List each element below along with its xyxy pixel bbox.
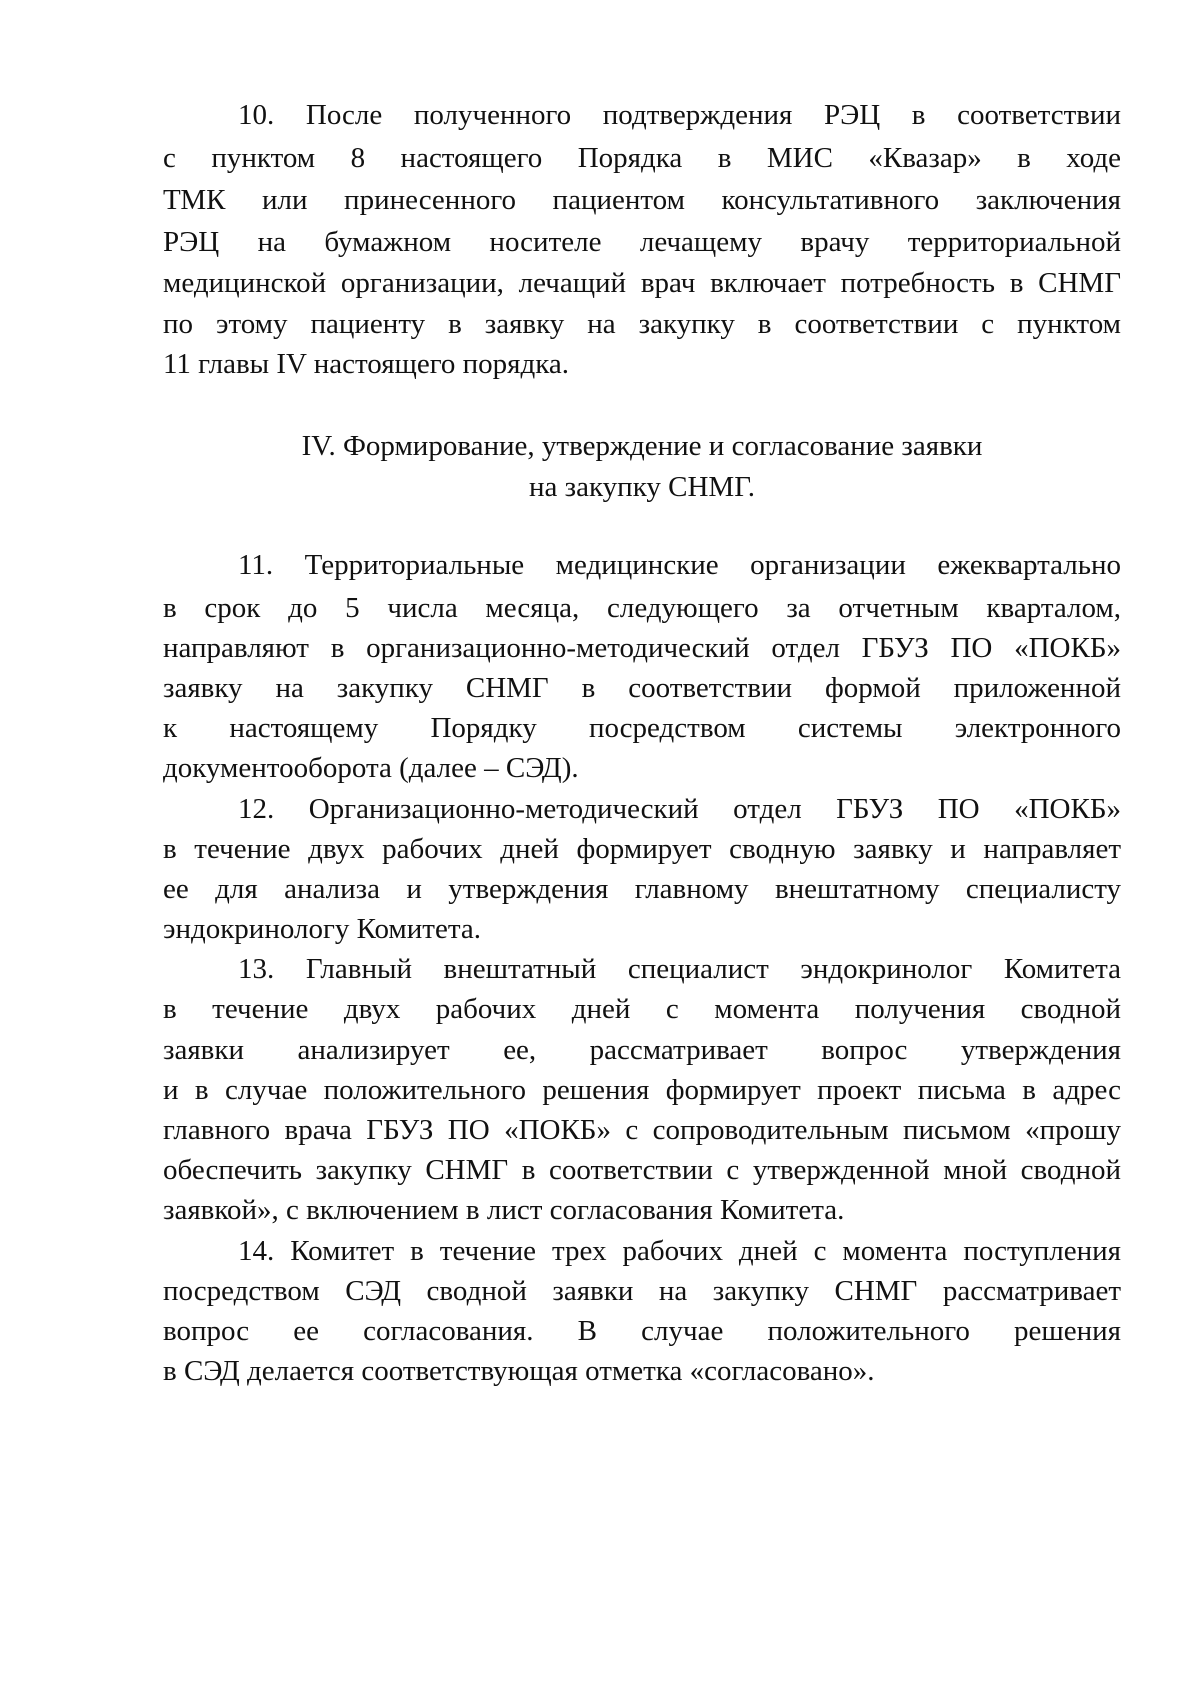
paragraph-11-line: заявку на закупку СНМГ в соответствии формой приложенной [163,672,1121,704]
paragraph-10-line: ТМК или принесенного пациентом консультативного заключения [163,184,1121,216]
paragraph-12-line: в течение двух рабочих дней формирует сводную заявку и направляет [163,833,1121,865]
paragraph-10-line: 10. После полученного подтверждения РЭЦ в соответствии [238,99,1121,131]
paragraph-12-line: 12. Организационно-методический отдел ГБУЗ ПО «ПОКБ» [238,793,1121,825]
paragraph-11-line: 11. Территориальные медицинские организации ежеквартально [238,549,1121,581]
paragraph-13-line: обеспечить закупку СНМГ в соответствии с утвержденной мной сводной [163,1154,1121,1186]
paragraph-13-line: заявки анализирует ее, рассматривает вопрос утверждения [163,1034,1121,1066]
section-heading-line-2: на закупку СНМГ. [529,471,755,503]
paragraph-11-line: к настоящему Порядку посредством системы электронного [163,712,1121,744]
section-heading-line-1: IV. Формирование, утверждение и согласование заявки [301,430,983,462]
paragraph-14-line: посредством СЭД сводной заявки на закупку СНМГ рассматривает [163,1275,1121,1307]
paragraph-10-line: РЭЦ на бумажном носителе лечащему врачу территориальной [163,226,1121,258]
paragraph-12-line: эндокринологу Комитета. [163,913,481,945]
paragraph-14-line: в СЭД делается соответствующая отметка «согласовано». [163,1355,875,1387]
paragraph-14-line: вопрос ее согласования. В случае положительного решения [163,1315,1121,1347]
paragraph-12-line: ее для анализа и утверждения главному внештатному специалисту [163,873,1121,905]
paragraph-13-line: в течение двух рабочих дней с момента получения сводной [163,993,1121,1025]
paragraph-10-line: по этому пациенту в заявку на закупку в соответствии с пунктом [163,308,1121,340]
paragraph-13-line: и в случае положительного решения формирует проект письма в адрес [163,1074,1121,1106]
paragraph-10-line: 11 главы IV настоящего порядка. [163,348,570,380]
paragraph-13-line: 13. Главный внештатный специалист эндокринолог Комитета [238,953,1121,985]
paragraph-14-line: 14. Комитет в течение трех рабочих дней с момента поступления [238,1235,1121,1267]
paragraph-13-line: главного врача ГБУЗ ПО «ПОКБ» с сопроводительным письмом «прошу [163,1114,1121,1146]
paragraph-11-line: документооборота (далее – СЭД). [163,752,579,784]
paragraph-11-line: направляют в организационно-методический отдел ГБУЗ ПО «ПОКБ» [163,632,1121,664]
paragraph-11-line: в срок до 5 числа месяца, следующего за отчетным кварталом, [163,592,1121,624]
paragraph-10-line: медицинской организации, лечащий врач включает потребность в СНМГ [163,267,1121,299]
paragraph-10-line: с пунктом 8 настоящего Порядка в МИС «Квазар» в ходе [163,142,1121,174]
paragraph-13-line: заявкой», с включением в лист согласования Комитета. [163,1194,845,1226]
